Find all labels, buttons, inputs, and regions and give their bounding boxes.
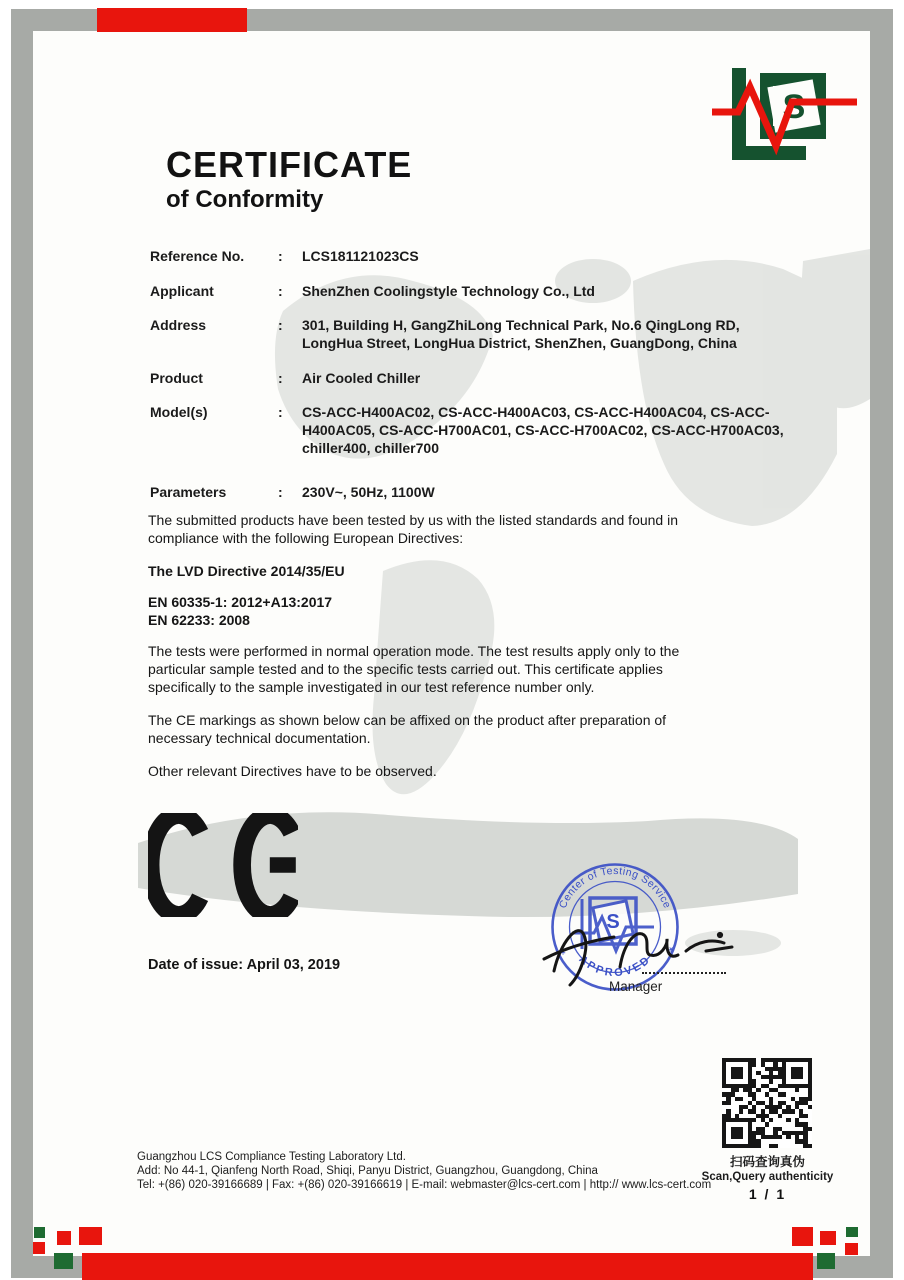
intro-paragraph: The submitted products have been tested by us with the listed standards and found in compliance with the following European Directives: xyxy=(148,512,678,546)
colon: : xyxy=(278,370,283,386)
stamp-asterisk: * xyxy=(557,946,571,962)
colon: : xyxy=(278,404,283,420)
standard-2: EN 62233: 2008 xyxy=(148,612,250,628)
colon: : xyxy=(278,484,283,500)
corner-square xyxy=(57,1231,71,1245)
field-label: Product xyxy=(150,370,203,386)
frame-right xyxy=(870,9,893,1278)
field-value: 301, Building H, GangZhiLong Technical Park, No.6 QingLong RD, LongHua Street, LongHua District, ShenZhen, GuangDong, China xyxy=(302,317,740,351)
stamp-top-text: Center of Testing Service xyxy=(556,864,674,911)
corner-square xyxy=(820,1231,836,1245)
frame-left xyxy=(11,9,33,1278)
field-value: LCS181121023CS xyxy=(302,248,419,264)
field-list xyxy=(150,247,798,501)
issuer-address: Add: No 44-1, Qianfeng North Road, Shiqi, Panyu District, Guangzhou, Guangdong, China xyxy=(137,1165,598,1177)
date-of-issue: Date of issue: April 03, 2019 xyxy=(148,957,341,973)
standard-1: EN 60335-1: 2012+A13:2017 xyxy=(148,594,333,610)
field-label: Model(s) xyxy=(150,404,208,420)
qr-caption-block xyxy=(690,1152,845,1202)
tests-paragraph: The tests were performed in normal operation mode. The test results apply only to the particular sample tested and to the specific tests carried out. This certificate applies specifically to the sample investigated in our test reference number only. xyxy=(148,643,680,695)
corner-square xyxy=(33,1242,45,1254)
ce-mark-icon xyxy=(148,813,298,917)
colon: : xyxy=(278,248,283,264)
ce-paragraph: The CE markings as shown below can be affixed on the product after preparation of necessary technical documentation. xyxy=(148,712,667,746)
top-red-accent xyxy=(97,8,247,32)
field-value: Air Cooled Chiller xyxy=(302,370,421,386)
field-row-reference xyxy=(150,247,798,265)
body-text xyxy=(148,511,732,780)
stamp-bottom-text: APPROVED xyxy=(576,953,654,980)
field-row-address xyxy=(150,316,798,352)
qr-caption-zh: 扫码查询真伪 xyxy=(729,1155,805,1169)
corner-square xyxy=(34,1227,45,1238)
qr-code xyxy=(722,1058,812,1148)
page-title: CERTIFICATE xyxy=(166,144,413,185)
corner-square xyxy=(817,1253,835,1269)
field-value: 230V~, 50Hz, 1100W xyxy=(302,484,435,500)
signature-line xyxy=(642,960,726,974)
corner-square xyxy=(79,1227,102,1245)
signer-title: Manager xyxy=(609,979,663,994)
field-value: ShenZhen Coolingstyle Technology Co., Ltd xyxy=(302,283,595,299)
field-row-product xyxy=(150,369,798,387)
corner-square xyxy=(845,1243,858,1255)
other-directives-paragraph: Other relevant Directives have to be observed. xyxy=(148,763,437,779)
colon: : xyxy=(278,317,283,333)
page-subtitle: of Conformity xyxy=(166,186,324,213)
issuer-contacts: Tel: +(86) 020-39166689 | Fax: +(86) 020-39166619 | E-mail: webmaster@lcs-cert.com | http:// www.lcs-cert.com xyxy=(137,1179,712,1191)
colon: : xyxy=(278,283,283,299)
lcs-letter: S xyxy=(782,88,806,126)
field-row-parameters xyxy=(150,483,798,501)
field-row-models xyxy=(150,403,798,457)
field-value: CS-ACC-H400AC02, CS-ACC-H400AC03, CS-ACC-H400AC04, CS-ACC-H400AC05, CS-ACC-H700AC01, CS-ACC-H700AC02, CS-ACC-H700AC03, chiller400, chiller700 xyxy=(302,404,784,456)
field-label: Address xyxy=(150,317,207,333)
lcs-logo-icon xyxy=(712,60,857,165)
issuer-company: Guangzhou LCS Compliance Testing Laboratory Ltd. xyxy=(137,1151,406,1163)
directive-line: The LVD Directive 2014/35/EU xyxy=(148,563,345,579)
issuer-block xyxy=(137,1150,711,1192)
field-row-applicant xyxy=(150,282,798,300)
stamp-asterisk: * xyxy=(663,943,677,959)
corner-square xyxy=(792,1227,813,1246)
stamp-letter: S xyxy=(606,911,620,933)
qr-caption-en: Scan,Query authenticity xyxy=(701,1171,834,1183)
standards-block xyxy=(148,593,732,629)
field-label: Reference No. xyxy=(150,248,245,264)
corner-square xyxy=(846,1227,858,1237)
field-label: Applicant xyxy=(150,283,214,299)
page-number: 1 / 1 xyxy=(748,1186,787,1202)
corner-square xyxy=(54,1253,73,1269)
field-label: Parameters xyxy=(150,484,227,500)
bottom-red-bar xyxy=(82,1253,813,1280)
signature xyxy=(544,931,732,985)
